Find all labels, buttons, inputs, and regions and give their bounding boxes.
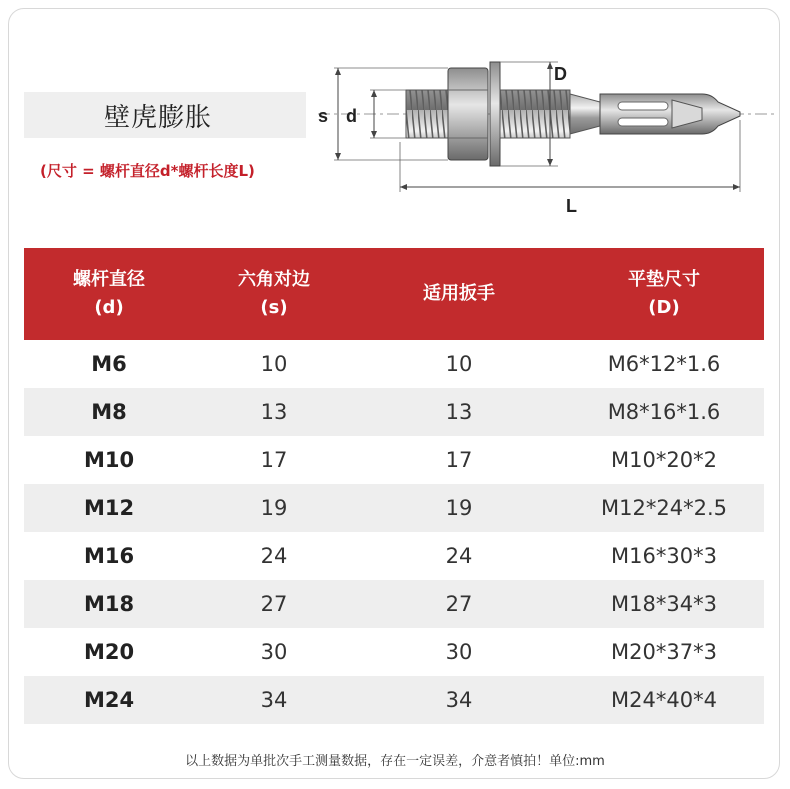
- header-hex-across-flats: 六角对边 (s): [238, 269, 310, 318]
- cell-size: M20: [83, 640, 135, 664]
- cell-size: M12: [83, 496, 135, 520]
- table-row: [24, 340, 764, 388]
- hex-nut: [448, 68, 488, 160]
- cell-wrench: 27: [445, 592, 473, 616]
- cell-size: M6: [91, 352, 127, 376]
- cell-size: M24: [83, 688, 135, 712]
- cell-washer: M18*34*3: [611, 592, 717, 616]
- header-washer-size: 平垫尺寸 (D): [628, 269, 700, 318]
- threaded-rod-right: [500, 90, 570, 138]
- rod-neck: [570, 94, 600, 134]
- cell-wrench: 24: [445, 544, 473, 568]
- cell-washer: M16*30*3: [611, 544, 717, 568]
- expansion-sleeve: [600, 94, 740, 134]
- cell-hex: 34: [260, 688, 288, 712]
- cell-washer: M10*20*2: [611, 448, 717, 472]
- dim-D-label: D: [554, 64, 567, 84]
- cell-washer: M6*12*1.6: [607, 352, 721, 376]
- table-row: [24, 436, 764, 484]
- cell-hex: 24: [260, 544, 288, 568]
- table-row: [24, 676, 764, 724]
- header-bolt-diameter: 螺杆直径 (d): [73, 269, 145, 318]
- header-wrench-size: 适用扳手: [423, 283, 495, 304]
- spec-table: [24, 248, 764, 724]
- anchor-bolt-diagram: [310, 50, 780, 220]
- dim-s-label: s: [318, 106, 329, 126]
- flat-washer: [490, 62, 500, 166]
- footer-note: 以上数据为单批次手工测量数据，存在一定误差，介意者慎拍！单位:mm: [185, 754, 605, 769]
- cell-size: M16: [83, 544, 135, 568]
- cell-washer: M12*24*2.5: [601, 496, 727, 520]
- cell-hex: 27: [260, 592, 288, 616]
- cell-hex: 17: [260, 448, 288, 472]
- table-row: [24, 484, 764, 532]
- title-box: [24, 92, 306, 138]
- table-row: [24, 532, 764, 580]
- cell-hex: 19: [260, 496, 288, 520]
- table-row: [24, 388, 764, 436]
- cell-size: M18: [83, 592, 135, 616]
- cell-size: M10: [83, 448, 135, 472]
- cell-wrench: 19: [445, 496, 473, 520]
- dim-L-label: L: [566, 196, 577, 216]
- page-title: 壁虎膨胀: [104, 102, 213, 133]
- threaded-rod-left: [406, 90, 450, 138]
- cell-hex: 30: [260, 640, 288, 664]
- cell-wrench: 30: [445, 640, 473, 664]
- cell-hex: 10: [260, 352, 288, 376]
- cell-hex: 13: [260, 400, 288, 424]
- table-row: [24, 628, 764, 676]
- dim-d-label: d: [346, 106, 357, 126]
- cell-wrench: 10: [445, 352, 473, 376]
- cell-wrench: 13: [445, 400, 473, 424]
- cell-washer: M24*40*4: [611, 688, 717, 712]
- cell-size: M8: [91, 400, 127, 424]
- table-row: [24, 580, 764, 628]
- cell-washer: M20*37*3: [611, 640, 717, 664]
- subtitle: (尺寸 = 螺杆直径d*螺杆长度L): [40, 162, 255, 180]
- cell-wrench: 34: [445, 688, 473, 712]
- cell-washer: M8*16*1.6: [607, 400, 721, 424]
- table-header: [24, 248, 764, 340]
- cell-wrench: 17: [445, 448, 473, 472]
